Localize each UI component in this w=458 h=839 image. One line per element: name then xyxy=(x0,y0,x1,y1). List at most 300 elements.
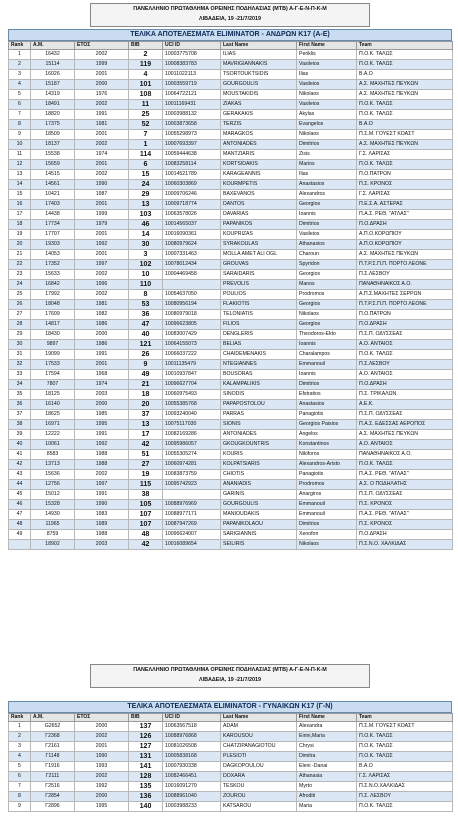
table-row xyxy=(9,772,453,782)
cell-etos: 2002 xyxy=(75,772,129,782)
cell-first-name: Georgios xyxy=(297,300,357,310)
table-row xyxy=(9,390,453,400)
table-row xyxy=(9,782,453,792)
cell-last-name: DOXARA xyxy=(221,772,297,782)
cell-last-name: KALAMPALIKIS xyxy=(221,380,297,390)
cell-rank: 5 xyxy=(9,762,31,772)
cell-team: Π.Ο.Κ. ΤΑΛΩΣ xyxy=(357,110,453,120)
table-row xyxy=(9,742,453,752)
cell-first-name: Anargiros xyxy=(297,490,357,500)
cell-team: Β.Α.Ο xyxy=(357,762,453,772)
cell-rank: 37 xyxy=(9,410,31,420)
cell-bib: 6 xyxy=(129,160,163,170)
cell-etos: 2000 xyxy=(75,792,129,802)
cell-etos: 2002 xyxy=(75,470,129,480)
cell-last-name: SINODIS xyxy=(221,390,297,400)
cell-am: Γ2161 xyxy=(31,742,75,752)
table-row xyxy=(9,360,453,370)
cell-uci-id: 10016089654 xyxy=(163,540,221,550)
cell-first-name: Anastasios xyxy=(297,180,357,190)
cell-last-name: GARINIS xyxy=(221,490,297,500)
cell-rank: 22 xyxy=(9,260,31,270)
table-row xyxy=(9,460,453,470)
cell-bib: 140 xyxy=(129,802,163,812)
cell-first-name: Nikolaos xyxy=(297,540,357,550)
cell-am: 14561 xyxy=(31,180,75,190)
cell-last-name: SARAIDARIS xyxy=(221,270,297,280)
cell-bib: 2 xyxy=(129,50,163,60)
cell-etos: 2001 xyxy=(75,200,129,210)
cell-uci-id: 10083258114 xyxy=(163,160,221,170)
table-row xyxy=(9,470,453,480)
cell-uci-id: 10064155073 xyxy=(163,340,221,350)
cell-first-name: Dimitrios xyxy=(297,220,357,230)
cell-rank: 5 xyxy=(9,90,31,100)
cell-etos: 1991 xyxy=(75,110,129,120)
cell-am: G2652 xyxy=(31,722,75,732)
cell-team: Π.Σ. ΚΡΟΝΟΣ xyxy=(357,500,453,510)
cell-uci-id: 10055305274 xyxy=(163,450,221,460)
cell-last-name: MANIOUDAKIS xyxy=(221,510,297,520)
cell-last-name: DANTOS xyxy=(221,200,297,210)
cell-rank: 21 xyxy=(9,250,31,260)
cell-last-name: ILIAS xyxy=(221,50,297,60)
cell-rank: 16 xyxy=(9,200,31,210)
table-row xyxy=(9,330,453,340)
cell-first-name: Efstratios xyxy=(297,390,357,400)
cell-uci-id: 10063567518 xyxy=(163,722,221,732)
cell-bib: 110 xyxy=(129,280,163,290)
cell-etos: 1983 xyxy=(75,510,129,520)
cell-last-name: ADAM xyxy=(221,722,297,732)
cell-am: 13713 xyxy=(31,460,75,470)
table-row xyxy=(9,270,453,280)
cell-am: 16842 xyxy=(31,280,75,290)
table-row xyxy=(9,430,453,440)
cell-uci-id: 10096623805 xyxy=(163,320,221,330)
cell-rank: 9 xyxy=(9,802,31,812)
cell-last-name: GERAKAKIS xyxy=(221,110,297,120)
cell-team: Α.Π.Σ.ΜΑΧΗΤΕΣ ΣΕΡΡΩΝ xyxy=(357,290,453,300)
cell-first-name: Alexandros-Aristo xyxy=(297,460,357,470)
cell-uci-id: 10014521789 xyxy=(163,170,221,180)
cell-uci-id: 10087947269 xyxy=(163,520,221,530)
cell-first-name: Chrysi xyxy=(297,742,357,752)
cell-uci-id: 10064722121 xyxy=(163,90,221,100)
cell-bib: 20 xyxy=(129,400,163,410)
cell-team: Π.Ο.ΔΡΑΣΗ xyxy=(357,320,453,330)
cell-uci-id: 10007693397 xyxy=(163,140,221,150)
cell-last-name: ANANIADIS xyxy=(221,480,297,490)
cell-etos: 1997 xyxy=(75,480,129,490)
cell-etos: 2002 xyxy=(75,170,129,180)
cell-team: Π.Σ.Ν.Ο. ΧΑΛΚΙΔΑΣ xyxy=(357,540,453,550)
col-header-uci-id: UCI ID xyxy=(163,42,221,50)
cell-bib: 19 xyxy=(129,470,163,480)
cell-last-name: MAVRIGIANNAKIS xyxy=(221,60,297,70)
cell-rank: 8 xyxy=(9,120,31,130)
cell-etos: 2001 xyxy=(75,742,129,752)
cell-am: 18491 xyxy=(31,100,75,110)
cell-rank: 29 xyxy=(9,330,31,340)
cell-team: Β.Α.Ο xyxy=(357,120,453,130)
cell-etos: 1974 xyxy=(75,150,129,160)
cell-first-name: Eirini,Maria xyxy=(297,732,357,742)
cell-first-name: Evangelos xyxy=(297,120,357,130)
cell-first-name: Dimitrios xyxy=(297,520,357,530)
cell-bib: 49 xyxy=(129,370,163,380)
cell-etos: 1968 xyxy=(75,370,129,380)
cell-last-name: TESKOU xyxy=(221,782,297,792)
cell-rank: 49 xyxy=(9,530,31,540)
cell-am: 15538 xyxy=(31,150,75,160)
cell-uci-id: 10095986057 xyxy=(163,440,221,450)
cell-first-name: Ioannis xyxy=(297,210,357,220)
cell-last-name: CHAIDEMENAKIS xyxy=(221,350,297,360)
cell-bib: 119 xyxy=(129,60,163,70)
cell-uci-id: 10016091270 xyxy=(163,782,221,792)
cell-am: 10421 xyxy=(31,190,75,200)
cell-etos: 2001 xyxy=(75,70,129,80)
cell-rank: 4 xyxy=(9,80,31,90)
cell-bib: 128 xyxy=(129,772,163,782)
table-row xyxy=(9,70,453,80)
cell-first-name: Theodoros-Ekto xyxy=(297,330,357,340)
cell-first-name: Nikiforos xyxy=(297,450,357,460)
cell-rank: 28 xyxy=(9,320,31,330)
cell-first-name: Periklis xyxy=(297,50,357,60)
table-row xyxy=(9,240,453,250)
cell-last-name: DAVARIAS xyxy=(221,210,297,220)
cell-etos: 2002 xyxy=(75,140,129,150)
cell-am: 15659 xyxy=(31,160,75,170)
cell-bib: 36 xyxy=(129,310,163,320)
cell-am: 8759 xyxy=(31,530,75,540)
cell-last-name: FILIOS xyxy=(221,320,297,330)
cell-last-name: PREVOLIS xyxy=(221,280,297,290)
cell-team: Α.Ε.Κ. xyxy=(357,400,453,410)
cell-bib: 141 xyxy=(129,762,163,772)
cell-am: Γ2368 xyxy=(31,732,75,742)
table-row xyxy=(9,160,453,170)
cell-last-name: POULIOS xyxy=(221,290,297,300)
cell-last-name: PAPAPOSTOLOU xyxy=(221,400,297,410)
cell-last-name: MOUSTAKIDIS xyxy=(221,90,297,100)
cell-am: 15114 xyxy=(31,60,75,70)
cell-last-name: KOURIS xyxy=(221,450,297,460)
cell-team: Γ.Σ. ΛΑΡΙΣΑΣ xyxy=(357,190,453,200)
cell-etos: 1990 xyxy=(75,500,129,510)
event-date-2: ΛΙΒΑΔΕΙΑ, 19 -21/7/2019 xyxy=(198,677,261,683)
col-header-first-name: First Name xyxy=(297,42,357,50)
cell-uci-id: 10004469458 xyxy=(163,270,221,280)
cell-bib: 107 xyxy=(129,510,163,520)
cell-bib: 46 xyxy=(129,220,163,230)
cell-rank: 46 xyxy=(9,500,31,510)
cell-rank: 42 xyxy=(9,460,31,470)
cell-bib: 137 xyxy=(129,722,163,732)
cell-last-name: KAROUSOU xyxy=(221,732,297,742)
cell-bib: 47 xyxy=(129,320,163,330)
cell-uci-id: 10078012434 xyxy=(163,260,221,270)
cell-bib: 114 xyxy=(129,150,163,160)
cell-uci-id: 10007331463 xyxy=(163,250,221,260)
cell-last-name: FLAKIOTIS xyxy=(221,300,297,310)
cell-uci-id: 10003988132 xyxy=(163,110,221,120)
cell-first-name: Akylas xyxy=(297,110,357,120)
cell-am: 16432 xyxy=(31,50,75,60)
table-row xyxy=(9,420,453,430)
cell-am: 14515 xyxy=(31,170,75,180)
cell-rank: 48 xyxy=(9,520,31,530)
cell-first-name: Georgios Paisios xyxy=(297,420,357,430)
cell-team: ΠΑΝΑΘΗΝΑΙΚΟΣ Α.Ο. xyxy=(357,280,453,290)
table-row xyxy=(9,722,453,732)
cell-am: Γ2896 xyxy=(31,802,75,812)
cell-bib: 108 xyxy=(129,90,163,100)
cell-etos: 1996 xyxy=(75,280,129,290)
cell-last-name: BELIAS xyxy=(221,340,297,350)
cell-bib: 102 xyxy=(129,260,163,270)
table-row xyxy=(9,170,453,180)
table-row xyxy=(9,792,453,802)
cell-uci-id: 10010937847 xyxy=(163,370,221,380)
cell-first-name: Nikolaos xyxy=(297,310,357,320)
cell-rank: 14 xyxy=(9,180,31,190)
cell-etos: 2000 xyxy=(75,400,129,410)
cell-am: 18625 xyxy=(31,410,75,420)
col-header-etos: ΕΤΟΣ xyxy=(75,714,129,722)
cell-am: 19099 xyxy=(31,350,75,360)
table-row xyxy=(9,120,453,130)
cell-am: 8583 xyxy=(31,450,75,460)
cell-etos: 2001 xyxy=(75,160,129,170)
table-row xyxy=(9,80,453,90)
cell-uci-id: 10055385768 xyxy=(163,400,221,410)
cell-first-name: Ioannis xyxy=(297,370,357,380)
cell-team: Π.Σ. ΤΡΙΚΑΛΩΝ xyxy=(357,390,453,400)
cell-rank: 33 xyxy=(9,370,31,380)
table-row xyxy=(9,370,453,380)
men-table-header xyxy=(9,42,453,50)
cell-uci-id: 10080979624 xyxy=(163,240,221,250)
cell-uci-id: 10082466451 xyxy=(163,772,221,782)
cell-bib: 10 xyxy=(129,270,163,280)
cell-uci-id: 10008383783 xyxy=(163,60,221,70)
table-row xyxy=(9,540,453,550)
cell-etos: 2003 xyxy=(75,390,129,400)
cell-rank: 1 xyxy=(9,722,31,732)
table-row xyxy=(9,190,453,200)
cell-first-name: Nikolaos xyxy=(297,90,357,100)
cell-first-name: Konstantinos xyxy=(297,440,357,450)
cell-team: Π.Σ.Π. ΟΔΥΣΣΕΑΣ xyxy=(357,330,453,340)
cell-am: 15187 xyxy=(31,80,75,90)
cell-etos: 1987 xyxy=(75,190,129,200)
cell-bib: 121 xyxy=(129,340,163,350)
cell-bib: 42 xyxy=(129,540,163,550)
cell-am: Γ1916 xyxy=(31,762,75,772)
cell-team: Π.Ε.Σ.Α. ΑΣΤΕΡΑΣ xyxy=(357,200,453,210)
cell-first-name: Alexandros xyxy=(297,190,357,200)
cell-last-name: KORTSIDAKIS xyxy=(221,160,297,170)
cell-first-name: Myrto xyxy=(297,782,357,792)
cell-etos: 1992 xyxy=(75,440,129,450)
cell-rank: 1 xyxy=(9,50,31,60)
cell-last-name: KOUPRIZAS xyxy=(221,230,297,240)
cell-team: Π.Σ.Π. ΟΔΥΣΣΕΑΣ xyxy=(357,490,453,500)
cell-bib: 42 xyxy=(129,440,163,450)
cell-am: 18125 xyxy=(31,390,75,400)
cell-last-name: TERZIS xyxy=(221,120,297,130)
cell-etos: 1991 xyxy=(75,430,129,440)
cell-etos: 1990 xyxy=(75,752,129,762)
cell-am: 18137 xyxy=(31,140,75,150)
cell-rank: 41 xyxy=(9,450,31,460)
table-row xyxy=(9,450,453,460)
cell-rank: 24 xyxy=(9,280,31,290)
cell-etos: 1974 xyxy=(75,380,129,390)
cell-rank: 31 xyxy=(9,350,31,360)
cell-uci-id: 10066037222 xyxy=(163,350,221,360)
cell-am: 14438 xyxy=(31,210,75,220)
table-row xyxy=(9,350,453,360)
cell-uci-id: 10063578026 xyxy=(163,210,221,220)
cell-rank: 23 xyxy=(9,270,31,280)
cell-am: 15012 xyxy=(31,490,75,500)
cell-bib: 13 xyxy=(129,420,163,430)
table-row xyxy=(9,320,453,330)
cell-first-name: Dimitrios xyxy=(297,140,357,150)
cell-etos: 2002 xyxy=(75,732,129,742)
col-header-team: Team xyxy=(357,714,453,722)
cell-am: 18048 xyxy=(31,300,75,310)
cell-bib: 8 xyxy=(129,290,163,300)
cell-etos: 1992 xyxy=(75,240,129,250)
table-row xyxy=(9,500,453,510)
cell-etos: 1995 xyxy=(75,802,129,812)
cell-am: Γ1148 xyxy=(31,752,75,762)
cell-am: Γ2516 xyxy=(31,782,75,792)
cell-team: Π.Ο.Κ. ΤΑΛΩΣ xyxy=(357,160,453,170)
cell-last-name: TSORTOUKTSIDIS xyxy=(221,70,297,80)
cell-am: 17992 xyxy=(31,290,75,300)
cell-uci-id: 10014565037 xyxy=(163,220,221,230)
cell-rank: 7 xyxy=(9,782,31,792)
table-row xyxy=(9,380,453,390)
cell-first-name: Angelos xyxy=(297,430,357,440)
cell-rank xyxy=(9,540,31,550)
cell-team: Π.Ο.Κ. ΤΑΛΩΣ xyxy=(357,752,453,762)
cell-uci-id: 10081026508 xyxy=(163,742,221,752)
table-row xyxy=(9,60,453,70)
table-row xyxy=(9,752,453,762)
cell-uci-id xyxy=(163,280,221,290)
table-row xyxy=(9,732,453,742)
cell-rank: 9 xyxy=(9,130,31,140)
cell-rank: 8 xyxy=(9,792,31,802)
cell-uci-id: 10096627704 xyxy=(163,380,221,390)
cell-first-name: Georgios xyxy=(297,320,357,330)
cell-last-name: ANTONIADES xyxy=(221,140,297,150)
cell-team: Π.Σ.Π. ΟΔΥΣΣΕΑΣ xyxy=(357,410,453,420)
cell-rank: 19 xyxy=(9,230,31,240)
cell-am: 18820 xyxy=(31,110,75,120)
cell-bib: 135 xyxy=(129,782,163,792)
cell-team: Π.Α.Σ. ΡΕΘ. "ΑΤΛΑΣ" xyxy=(357,210,453,220)
cell-bib: 26 xyxy=(129,350,163,360)
cell-first-name: Ilias xyxy=(297,170,357,180)
cell-bib: 7 xyxy=(129,130,163,140)
cell-first-name: Ilias xyxy=(297,70,357,80)
cell-bib: 105 xyxy=(129,500,163,510)
cell-bib: 136 xyxy=(129,792,163,802)
cell-am: Γ2111 xyxy=(31,772,75,782)
cell-last-name: GOURGOULIS xyxy=(221,500,297,510)
cell-uci-id: 10083873759 xyxy=(163,470,221,480)
event-date: ΛΙΒΑΔΕΙΑ, 19 -21/7/2019 xyxy=(198,16,261,22)
cell-uci-id xyxy=(163,490,221,500)
cell-last-name: KOURMPETIS xyxy=(221,180,297,190)
cell-rank: 32 xyxy=(9,360,31,370)
cell-etos: 2001 xyxy=(75,230,129,240)
col-header-uci-id: UCI ID xyxy=(163,714,221,722)
cell-bib: 18 xyxy=(129,390,163,400)
cell-rank: 6 xyxy=(9,772,31,782)
cell-first-name: Prodromos xyxy=(297,480,357,490)
cell-bib: 30 xyxy=(129,240,163,250)
table-row xyxy=(9,290,453,300)
cell-etos: 2002 xyxy=(75,270,129,280)
cell-team: Π.Ο.ΔΡΑΣΗ xyxy=(357,530,453,540)
cell-team: Π.Τ.Ρ.Σ.Π.Π. ΠΟΡΤΟ ΛΕΟΝΕ xyxy=(357,300,453,310)
cell-rank: 11 xyxy=(9,150,31,160)
table-row xyxy=(9,802,453,812)
cell-uci-id: 10096624007 xyxy=(163,530,221,540)
cell-am: 12756 xyxy=(31,480,75,490)
cell-bib: 17 xyxy=(129,430,163,440)
cell-rank: 7 xyxy=(9,110,31,120)
cell-team: Α.Σ. Ο ΠΟΔΗΛΑΤΗΣ xyxy=(357,480,453,490)
cell-last-name: MOLLA AMET ALI OGL xyxy=(221,250,297,260)
cell-team: Π.Ο.Κ. ΤΑΛΩΣ xyxy=(357,350,453,360)
cell-rank: 36 xyxy=(9,400,31,410)
cell-team: Π.Σ.ΛΕΣΒΟΥ xyxy=(357,360,453,370)
cell-first-name: Zisis xyxy=(297,150,357,160)
cell-etos: 1979 xyxy=(75,220,129,230)
cell-bib: 14 xyxy=(129,230,163,240)
cell-team: Π.Ο.Κ. ΤΑΛΩΣ xyxy=(357,802,453,812)
cell-etos: 1988 xyxy=(75,460,129,470)
women-results-title: ΤΕΛΙΚΑ ΑΠΟΤΕΛΕΣΜΑΤΑ ELIMINATOR - ΓΥΝΑΙΚΩΝ Κ17 (Γ-Ν) xyxy=(8,701,452,713)
table-row xyxy=(9,220,453,230)
cell-etos: 1993 xyxy=(75,762,129,772)
cell-team: Α.Σ. ΜΑΧΗΤΕΣ ΠΕΥΚΩΝ xyxy=(357,250,453,260)
event-title-2: ΠΑΝΕΛΛΗΝΙΟ ΠΡΩΤΑΘΛΗΜΑ ΟΡΕΙΝΗΣ ΠΟΔΗΛΑΣΙΑΣ (MTB) Α-Γ-Ε-Ν-Π-Κ-Μ xyxy=(133,667,327,673)
cell-team: Π.Σ. ΛΕΣΒΟΥ xyxy=(357,792,453,802)
cell-rank: 38 xyxy=(9,420,31,430)
cell-bib: 4 xyxy=(129,70,163,80)
cell-uci-id: 10080956194 xyxy=(163,300,221,310)
cell-uci-id: 10080979018 xyxy=(163,310,221,320)
cell-bib: 107 xyxy=(129,520,163,530)
cell-etos: 2000 xyxy=(75,722,129,732)
cell-rank: 2 xyxy=(9,732,31,742)
cell-rank: 12 xyxy=(9,160,31,170)
cell-first-name: Manos xyxy=(297,280,357,290)
col-header-bib: BIB xyxy=(129,42,163,50)
table-row xyxy=(9,210,453,220)
